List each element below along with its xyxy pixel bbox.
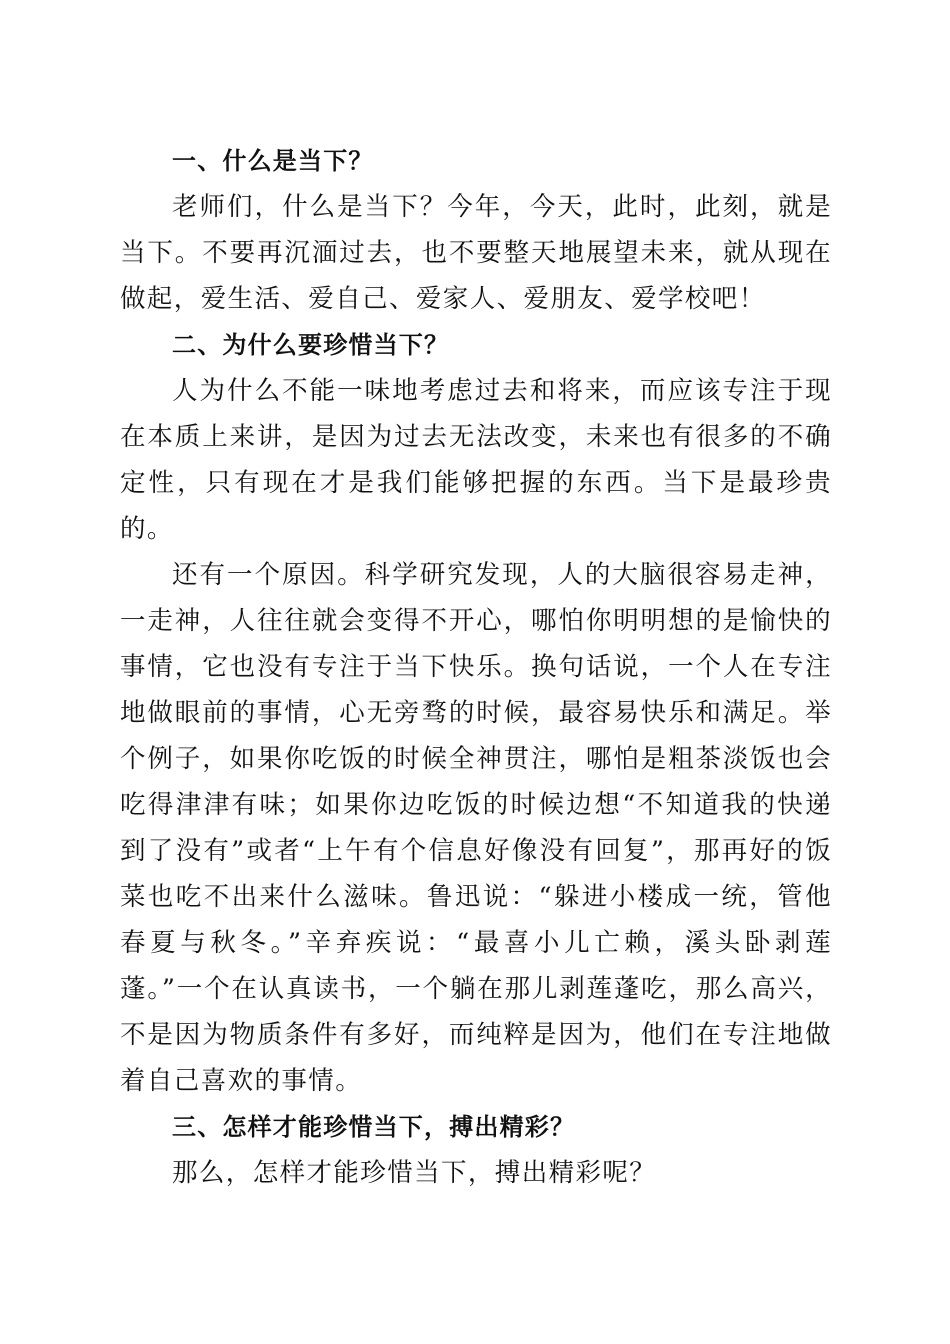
paragraph-what-is-now: 老师们，什么是当下？今年，今天，此时，此刻，就是当下。不要再沉湎过去，也不要整天地展望未来，就从现在做起，爱生活、爱自己、爱家人、爱朋友、爱学校吧！ bbox=[120, 192, 832, 314]
paragraph-how-to: 那么，怎样才能珍惜当下，搏出精彩呢？ bbox=[172, 1158, 657, 1188]
document-body bbox=[120, 138, 832, 1196]
section-heading-2: 二、为什么要珍惜当下？ bbox=[172, 331, 450, 359]
section-heading-1: 一、什么是当下？ bbox=[172, 147, 374, 175]
section-heading-3: 三、怎样才能珍惜当下，搏出精彩？ bbox=[172, 1113, 576, 1141]
paragraph-another-reason: 还有一个原因。科学研究发现，人的大脑很容易走神，一走神，人往往就会变得不开心，哪怕你明明想的是愉快的事情，它也没有专注于当下快乐。换句话说，一个人在专注地做眼前的事情，心无旁骛的时候，最容易快乐和满足。举个例子，如果你吃饭的时候全神贯注，哪怕是粗茶淡饭也会吃得津津有味；如果你边吃饭的时候边想“不知道我的快递到了没有”或者“上午有个信息好像没有回复”，那再好的饭菜也吃不出来什么滋味。鲁迅说：“躲进小楼成一统，管他春夏与秋冬。”辛弃疾说：“最喜小儿亡赖，溪头卧剥莲蓬。”一个在认真读书，一个躺在那儿剥莲蓬吃，那么高兴，不是因为物质条件有多好，而纯粹是因为，他们在专注地做着自己喜欢的事情。 bbox=[120, 560, 832, 1096]
paragraph-why-cherish: 人为什么不能一味地考虑过去和将来，而应该专注于现在本质上来讲，是因为过去无法改变，未来也有很多的不确定性，只有现在才是我们能够把握的东西。当下是最珍贵的。 bbox=[120, 376, 832, 544]
